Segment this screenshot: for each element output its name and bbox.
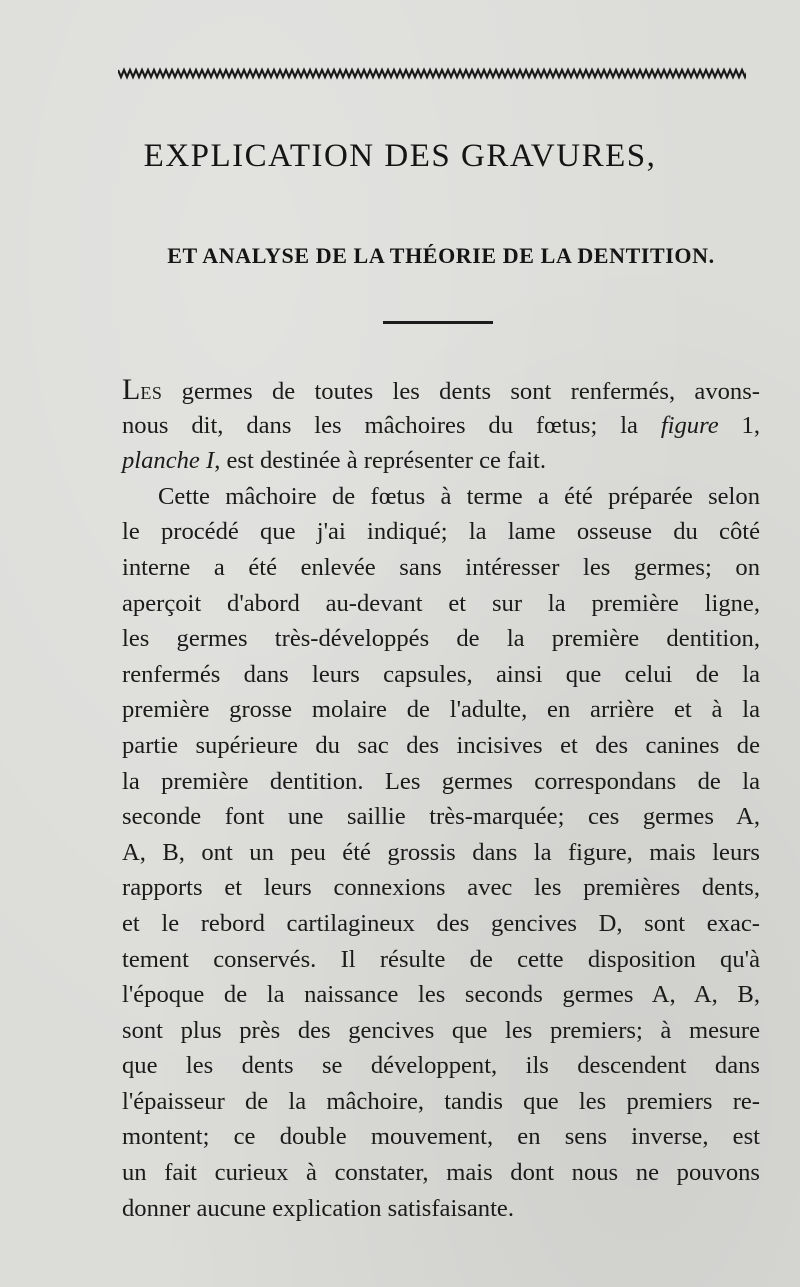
text-line: montent; ce double mouvement, en sens inverse, est xyxy=(122,1123,760,1151)
text-line xyxy=(122,443,760,479)
text-line: un fait curieux à constater, mais dont nous ne pouvons xyxy=(122,1159,760,1187)
text-line: l'époque de la naissance les seconds germes A, A, B, xyxy=(122,981,760,1009)
text-line: A, B, ont un peu été grossis dans la figure, mais leurs xyxy=(122,838,760,866)
page-subtitle: ET ANALYSE DE LA THÉORIE DE LA DENTITION. xyxy=(167,243,715,268)
text-span: 1, xyxy=(718,411,761,439)
text-line xyxy=(122,372,760,408)
text-line: sont plus près des gencives que les premiers; à mesure xyxy=(122,1016,760,1044)
text-line: Cette mâchoire de fœtus à terme a été préparée selon xyxy=(158,482,760,510)
page-title: EXPLICATION DES GRAVURES, xyxy=(143,138,657,174)
text-line: donner aucune explication satisfaisante. xyxy=(122,1194,514,1222)
text-line: partie supérieure du sac des incisives et des canines de xyxy=(122,731,760,759)
text-line: que les dents se développent, ils descendent dans xyxy=(122,1052,760,1080)
text-line: les germes très-développés de la première dentition, xyxy=(122,625,760,653)
text-line xyxy=(122,408,760,444)
small-caps: ES xyxy=(140,383,163,403)
drop-cap: L xyxy=(122,373,141,406)
text-line: interne a été enlevée sans intéresser les germes; on xyxy=(122,553,760,581)
text-span: , est destinée à représenter ce fait. xyxy=(214,447,547,475)
text-line: l'épaisseur de la mâchoire, tandis que les premiers re- xyxy=(122,1087,760,1115)
italic-span: planche I xyxy=(122,447,215,475)
text-line: le procédé que j'ai indiqué; la lame osseuse du côté xyxy=(122,518,760,546)
text-line: rapports et leurs connexions avec les premières dents, xyxy=(122,874,760,902)
body-text xyxy=(122,372,760,1226)
text-span: germes de toutes les dents sont renfermés, avons- xyxy=(162,378,760,405)
text-span: nous dit, dans les mâchoires du fœtus; la xyxy=(122,411,661,439)
text-line: renfermés dans leurs capsules, ainsi que celui de la xyxy=(122,660,760,688)
text-line: première grosse molaire de l'adulte, en arrière et à la xyxy=(122,696,760,724)
text-line: tement conservés. Il résulte de cette disposition qu'à xyxy=(122,945,760,973)
text-line: aperçoit d'abord au-devant et sur la première ligne, xyxy=(122,589,760,617)
text-line: la première dentition. Les germes correspondans de la xyxy=(122,767,760,795)
section-divider xyxy=(383,321,493,324)
text-line: seconde font une saillie très-marquée; ces germes A, xyxy=(122,803,760,831)
italic-span: figure xyxy=(660,411,719,439)
header-ornament xyxy=(118,66,746,80)
text-line: et le rebord cartilagineux des gencives D, sont exac- xyxy=(122,909,760,937)
